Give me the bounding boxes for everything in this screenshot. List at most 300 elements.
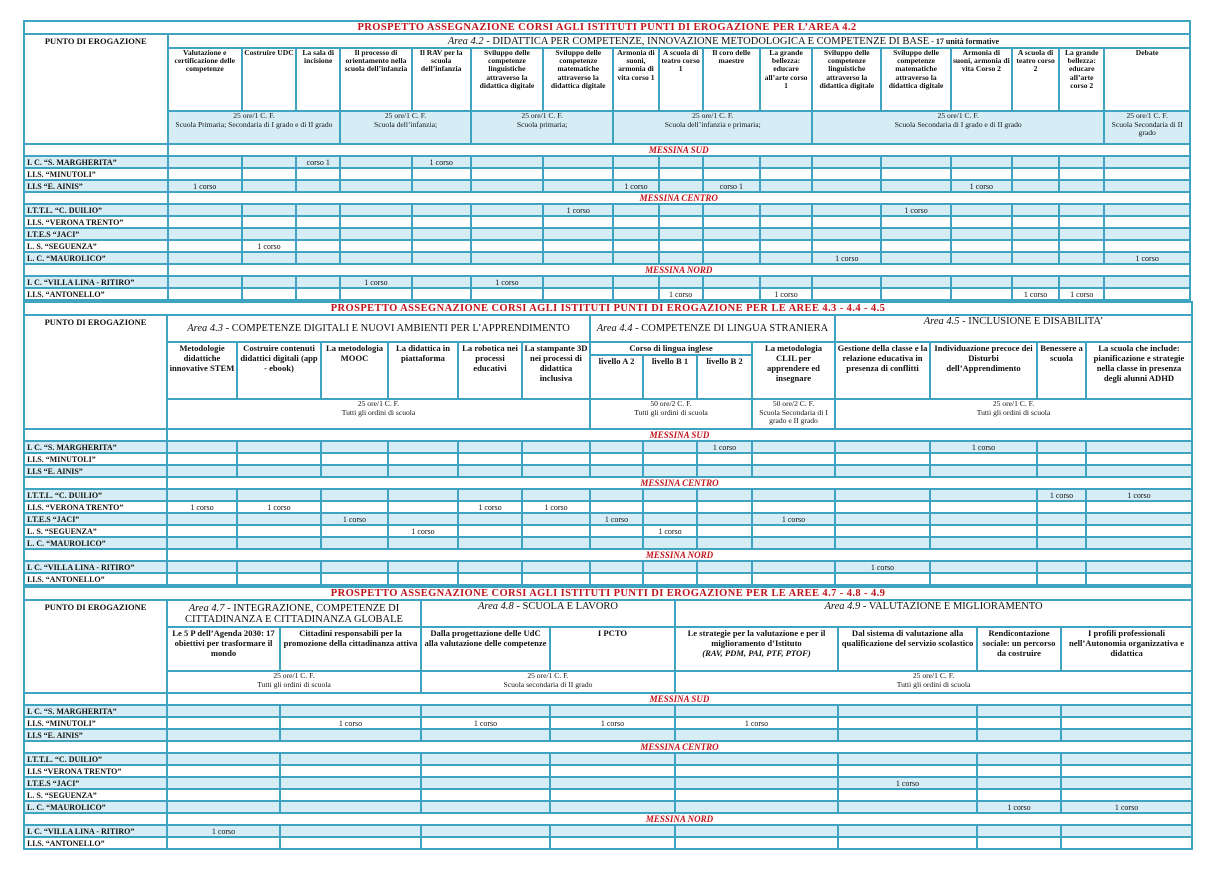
course-assignment-cell [760, 276, 812, 288]
course-assignment-cell [1012, 216, 1059, 228]
course-assignment-cell [1061, 837, 1192, 849]
course-assignment-cell [752, 525, 835, 537]
course-assignment-cell: 1 corso [1104, 252, 1190, 264]
table-row [24, 537, 1192, 549]
area-heading: Area 4.5 - INCLUSIONE E DISABILITA’ [835, 315, 1192, 342]
course-assignment-cell [1086, 465, 1192, 477]
course-assignment-cell [458, 441, 522, 453]
course-header: Costruire UDC [242, 48, 296, 111]
course-assignment-cell [951, 276, 1012, 288]
course-assignment-cell [613, 168, 658, 180]
course-assignment-cell [167, 561, 237, 573]
table-row [24, 765, 1192, 777]
course-assignment-cell [643, 489, 697, 501]
table-area-4-7-4-9 [23, 586, 1193, 850]
course-assignment-cell [167, 801, 280, 813]
course-assignment-cell [340, 204, 411, 216]
course-assignment-cell [1059, 156, 1104, 168]
table-row [24, 789, 1192, 801]
course-assignment-cell [590, 441, 643, 453]
hours-cell: 25 ore/1 C. F. Scuola dell’infanzia e primaria; [613, 111, 812, 144]
school-name: I. C. “VILLA LINA - RITIRO” [24, 825, 167, 837]
table-row [24, 489, 1192, 501]
course-assignment-cell [280, 765, 421, 777]
course-assignment-cell [812, 288, 881, 300]
zone-heading: MESSINA NORD [167, 813, 1192, 825]
course-assignment-cell [697, 453, 752, 465]
area-heading: Area 4.2 - DIDATTICA PER COMPETENZE, INNOVAZIONE METODOLOGICA E COMPETENZE DI BASE - 17 unità formative [168, 34, 1190, 48]
course-assignment-cell [421, 837, 550, 849]
course-assignment-cell [812, 216, 881, 228]
course-assignment-cell [1086, 513, 1192, 525]
school-name: L. C. “MAUROLICO” [24, 537, 167, 549]
course-assignment-cell [1037, 525, 1086, 537]
course-assignment-cell [697, 573, 752, 585]
zone-spacer [24, 429, 167, 441]
course-assignment-cell: 1 corso [543, 204, 613, 216]
course-assignment-cell [643, 537, 697, 549]
course-assignment-cell: 1 corso [1061, 801, 1192, 813]
school-name: L. S. “SEGUENZA” [24, 525, 167, 537]
course-assignment-cell [321, 525, 388, 537]
course-assignment-cell [752, 501, 835, 513]
zone-spacer [24, 549, 167, 561]
course-assignment-cell [590, 525, 643, 537]
course-assignment-cell [930, 537, 1037, 549]
course-header: Dalla progettazione delle UdC alla valutazione delle competenze [421, 627, 550, 671]
course-assignment-cell [458, 453, 522, 465]
course-assignment-cell [703, 204, 760, 216]
course-header: Sviluppo delle competenze matematiche attraverso la didattica digitale [543, 48, 613, 111]
zone-spacer [24, 477, 167, 489]
course-assignment-cell [881, 216, 950, 228]
school-name: L. C. “MAUROLICO” [24, 801, 167, 813]
course-assignment-cell [412, 252, 471, 264]
course-assignment-cell [421, 825, 550, 837]
zone-spacer [24, 264, 168, 276]
course-header: La robotica nei processi educativi [458, 342, 522, 399]
hours-cell: 25 ore/1 C. F. Tutti gli ordini di scuola [167, 399, 590, 429]
course-assignment-cell [167, 453, 237, 465]
course-assignment-cell [659, 276, 703, 288]
hours-cell: 25 ore/1 C. F. Scuola dell’infanzia; [340, 111, 471, 144]
course-assignment-cell [1061, 789, 1192, 801]
course-assignment-cell [1059, 228, 1104, 240]
course-assignment-cell [675, 777, 838, 789]
course-assignment-cell [167, 717, 280, 729]
table-row [24, 717, 1192, 729]
course-assignment-cell [421, 777, 550, 789]
course-header: Armonia di suoni, armonia di vita Corso 2 [951, 48, 1012, 111]
course-assignment-cell [613, 252, 658, 264]
course-assignment-cell [881, 288, 950, 300]
course-assignment-cell [1086, 561, 1192, 573]
zone-heading: MESSINA SUD [167, 429, 1192, 441]
course-assignment-cell [977, 765, 1061, 777]
course-header: livello B 1 [644, 356, 698, 398]
course-assignment-cell [167, 573, 237, 585]
school-name: I.I.S. “MINUTOLI” [24, 717, 167, 729]
course-assignment-cell [340, 180, 411, 192]
course-assignment-cell [1104, 156, 1190, 168]
course-assignment-cell [760, 180, 812, 192]
course-assignment-cell [1037, 537, 1086, 549]
course-assignment-cell: 1 corso [242, 240, 296, 252]
hours-cell: 50 ore/2 C. F. Scuola Secondaria di I grado e II grado [752, 399, 835, 429]
course-assignment-cell [543, 276, 613, 288]
table-row [24, 168, 1190, 180]
course-assignment-cell [590, 537, 643, 549]
course-assignment-cell [1104, 228, 1190, 240]
zone-heading: MESSINA SUD [168, 144, 1190, 156]
course-assignment-cell [590, 573, 643, 585]
course-assignment-cell [838, 837, 977, 849]
course-header: La grande bellezza: educare all’arte corso 2 [1059, 48, 1104, 111]
course-assignment-cell [760, 204, 812, 216]
course-header: Il RAV per la scuola dell’infanzia [412, 48, 471, 111]
course-assignment-cell [752, 537, 835, 549]
area-heading: Area 4.8 - SCUOLA E LAVORO [421, 600, 675, 627]
course-assignment-cell [835, 453, 930, 465]
course-assignment-cell: 1 corso [697, 441, 752, 453]
course-assignment-cell [1061, 717, 1192, 729]
course-assignment-cell [522, 573, 590, 585]
table-row [24, 825, 1192, 837]
table-row [24, 513, 1192, 525]
course-assignment-cell: 1 corso [412, 156, 471, 168]
course-assignment-cell: 1 corso [1086, 489, 1192, 501]
course-assignment-cell [1037, 573, 1086, 585]
course-assignment-cell [812, 180, 881, 192]
course-assignment-cell [1086, 537, 1192, 549]
school-name: I.I.S. “ANTONELLO” [24, 288, 168, 300]
course-assignment-cell [388, 573, 458, 585]
course-assignment-cell [242, 156, 296, 168]
table-row [24, 441, 1192, 453]
course-header: La metodologia MOOC [321, 342, 388, 399]
table-row [24, 777, 1192, 789]
table-row [24, 240, 1190, 252]
hours-cell: 25 ore/1 C. F. Tutti gli ordini di scuola [167, 671, 421, 693]
course-assignment-cell: 1 corso [421, 717, 550, 729]
course-assignment-cell [543, 156, 613, 168]
course-header: livello B 2 [706, 356, 743, 366]
course-assignment-cell [296, 288, 340, 300]
school-name: I. C. “S. MARGHERITA” [24, 156, 168, 168]
course-assignment-cell [951, 156, 1012, 168]
course-assignment-cell [471, 156, 543, 168]
course-header: I PCTO [550, 627, 675, 671]
course-assignment-cell: 1 corso [1059, 288, 1104, 300]
course-assignment-cell: 1 corso [522, 501, 590, 513]
course-assignment-cell [659, 168, 703, 180]
course-assignment-cell [1012, 204, 1059, 216]
course-assignment-cell [1059, 180, 1104, 192]
course-assignment-cell [321, 465, 388, 477]
course-header: Il processo di orientamento nella scuola dell’infanzia [340, 48, 411, 111]
course-assignment-cell [1059, 240, 1104, 252]
course-assignment-cell [881, 252, 950, 264]
course-assignment-cell [168, 276, 242, 288]
school-name: I. C. “S. MARGHERITA” [24, 441, 167, 453]
table-area-4-3-4-5 [23, 301, 1193, 586]
course-assignment-cell: 1 corso [835, 561, 930, 573]
course-assignment-cell: 1 corso [752, 513, 835, 525]
course-header: Le 5 P dell’Agenda 2030: 17 obiettivi per trasformare il mondo [167, 627, 280, 671]
course-assignment-sheet [23, 20, 1191, 850]
course-assignment-cell [543, 228, 613, 240]
course-assignment-cell [835, 525, 930, 537]
course-header: Cittadini responsabili per la promozione della cittadinanza attiva [280, 627, 421, 671]
course-assignment-cell [977, 705, 1061, 717]
course-assignment-cell [167, 441, 237, 453]
course-assignment-cell [388, 537, 458, 549]
course-header: Valutazione e certificazione delle competenze [168, 48, 242, 111]
school-name: I.I.S. “ANTONELLO” [24, 573, 167, 585]
course-assignment-cell [321, 453, 388, 465]
table-row [24, 501, 1192, 513]
course-assignment-cell [951, 240, 1012, 252]
course-assignment-cell [1061, 729, 1192, 741]
course-assignment-cell [280, 837, 421, 849]
course-assignment-cell [703, 276, 760, 288]
school-name: I.I.S “E. AINIS” [24, 465, 167, 477]
course-assignment-cell [760, 156, 812, 168]
course-assignment-cell [697, 561, 752, 573]
hours-cell: 25 ore/1 C. F. Scuola primaria; [471, 111, 614, 144]
course-assignment-cell [703, 228, 760, 240]
course-assignment-cell [167, 789, 280, 801]
course-assignment-cell [930, 501, 1037, 513]
course-assignment-cell [550, 705, 675, 717]
course-assignment-cell [321, 441, 388, 453]
course-assignment-cell [1104, 204, 1190, 216]
school-name: I.I.S “E. AINIS” [24, 729, 167, 741]
point-column-header: PUNTO DI EROGAZIONE [24, 600, 167, 693]
section-title: PROSPETTO ASSEGNAZIONE CORSI AGLI ISTITUTI PUNTI DI EROGAZIONE PER LE AREE 4.3 - 4.4 - 4.5 [24, 302, 1192, 315]
course-assignment-cell [458, 513, 522, 525]
course-assignment-cell [412, 180, 471, 192]
hours-cell: 25 ore/1 C. F. Tutti gli ordini di scuola [835, 399, 1192, 429]
course-assignment-cell [1061, 777, 1192, 789]
course-assignment-cell [835, 465, 930, 477]
course-assignment-cell [835, 501, 930, 513]
school-name: L. S. “SEGUENZA” [24, 789, 167, 801]
course-assignment-cell [703, 240, 760, 252]
course-assignment-cell [752, 561, 835, 573]
course-assignment-cell [412, 276, 471, 288]
course-assignment-cell: 1 corso [838, 777, 977, 789]
course-assignment-cell: 1 corso [458, 501, 522, 513]
course-assignment-cell [760, 252, 812, 264]
school-name: I. C. “S. MARGHERITA” [24, 705, 167, 717]
course-assignment-cell [977, 753, 1061, 765]
table-row [24, 288, 1190, 300]
course-assignment-cell [1012, 168, 1059, 180]
course-assignment-cell [613, 204, 658, 216]
course-assignment-cell [167, 489, 237, 501]
course-assignment-cell [421, 789, 550, 801]
hours-cell: 25 ore/1 C. F. Tutti gli ordini di scuola [675, 671, 1192, 693]
course-assignment-cell [881, 240, 950, 252]
zone-spacer [24, 693, 167, 705]
school-name: I.T.T.L. “C. DUILIO” [24, 753, 167, 765]
zone-spacer [24, 192, 168, 204]
hours-cell: 25 ore/1 C. F. Scuola Primaria; Secondaria di I grado e di II grado [168, 111, 341, 144]
course-assignment-cell [388, 453, 458, 465]
course-assignment-cell [340, 240, 411, 252]
course-assignment-cell [659, 228, 703, 240]
course-assignment-cell [812, 156, 881, 168]
course-assignment-cell [167, 753, 280, 765]
course-assignment-cell: 1 corso [812, 252, 881, 264]
zone-heading: MESSINA SUD [167, 693, 1192, 705]
course-assignment-cell [659, 216, 703, 228]
course-assignment-cell [659, 204, 703, 216]
course-assignment-cell [752, 441, 835, 453]
course-header: Debate [1104, 48, 1190, 111]
course-assignment-cell [321, 573, 388, 585]
course-assignment-cell [237, 465, 321, 477]
course-assignment-cell [643, 501, 697, 513]
course-assignment-cell [471, 288, 543, 300]
course-assignment-cell [340, 252, 411, 264]
course-assignment-cell [838, 717, 977, 729]
course-assignment-cell [951, 216, 1012, 228]
table-row [24, 705, 1192, 717]
zone-heading: MESSINA CENTRO [168, 192, 1190, 204]
course-assignment-cell [643, 561, 697, 573]
course-assignment-cell [590, 501, 643, 513]
zone-heading: MESSINA NORD [168, 264, 1190, 276]
course-assignment-cell [296, 216, 340, 228]
course-assignment-cell [977, 789, 1061, 801]
course-assignment-cell [296, 276, 340, 288]
course-assignment-cell [471, 216, 543, 228]
course-assignment-cell [835, 573, 930, 585]
table-row [24, 753, 1192, 765]
course-assignment-cell [421, 801, 550, 813]
course-assignment-cell [930, 465, 1037, 477]
course-assignment-cell [242, 204, 296, 216]
school-name: L. S. “SEGUENZA” [24, 240, 168, 252]
course-assignment-cell [812, 204, 881, 216]
course-assignment-cell [835, 537, 930, 549]
school-name: I.I.S “VERONA TRENTO” [24, 765, 167, 777]
course-assignment-cell [643, 513, 697, 525]
course-header: Rendicontazione sociale: un percorso da costruire [977, 627, 1061, 671]
course-assignment-cell [388, 489, 458, 501]
course-header: Individuazione precoce dei Disturbi dell’Apprendimento [930, 342, 1037, 399]
course-header: Gestione della classe e la relazione educativa in presenza di conflitti [835, 342, 930, 399]
course-assignment-cell [1059, 168, 1104, 180]
course-assignment-cell [675, 789, 838, 801]
zone-heading: MESSINA CENTRO [167, 741, 1192, 753]
course-assignment-cell [412, 288, 471, 300]
course-assignment-cell [471, 228, 543, 240]
course-assignment-cell: 1 corso [471, 276, 543, 288]
course-assignment-cell [703, 252, 760, 264]
course-assignment-cell: 1 corso [659, 288, 703, 300]
course-assignment-cell [703, 156, 760, 168]
course-assignment-cell [167, 525, 237, 537]
course-assignment-cell [237, 441, 321, 453]
course-assignment-cell [659, 180, 703, 192]
course-assignment-cell [675, 705, 838, 717]
point-column-header: PUNTO DI EROGAZIONE [24, 315, 167, 429]
course-assignment-cell [168, 168, 242, 180]
table-row [24, 525, 1192, 537]
course-assignment-cell [835, 441, 930, 453]
course-assignment-cell [522, 489, 590, 501]
course-assignment-cell [167, 777, 280, 789]
course-assignment-cell [1061, 765, 1192, 777]
course-assignment-cell: 1 corso [167, 501, 237, 513]
course-assignment-cell [471, 168, 543, 180]
course-assignment-cell [167, 729, 280, 741]
point-column-header: PUNTO DI EROGAZIONE [24, 34, 168, 144]
course-assignment-cell [838, 789, 977, 801]
course-assignment-cell [237, 453, 321, 465]
course-assignment-cell [168, 240, 242, 252]
course-assignment-cell [543, 252, 613, 264]
course-assignment-cell [1012, 240, 1059, 252]
course-assignment-cell: 1 corso [237, 501, 321, 513]
course-assignment-cell [675, 729, 838, 741]
course-assignment-cell [697, 465, 752, 477]
course-assignment-cell [421, 753, 550, 765]
course-assignment-cell [1104, 288, 1190, 300]
course-assignment-cell [296, 204, 340, 216]
course-assignment-cell [613, 216, 658, 228]
course-assignment-cell [703, 216, 760, 228]
course-assignment-cell [167, 837, 280, 849]
course-header: livello A 2 [591, 356, 644, 398]
course-assignment-cell [1037, 501, 1086, 513]
course-assignment-cell [471, 252, 543, 264]
table-area-4-2 [23, 20, 1191, 301]
table-row [24, 729, 1192, 741]
course-header: La scuola che include: pianificazione e strategie nella classe in presenza degli alunni ADHD [1086, 342, 1192, 399]
course-assignment-cell [703, 168, 760, 180]
course-assignment-cell [951, 204, 1012, 216]
course-assignment-cell [930, 489, 1037, 501]
course-assignment-cell [296, 168, 340, 180]
course-assignment-cell [543, 288, 613, 300]
course-assignment-cell [659, 252, 703, 264]
course-assignment-cell: 1 corso [550, 717, 675, 729]
course-assignment-cell [168, 288, 242, 300]
course-assignment-cell [237, 489, 321, 501]
course-assignment-cell [321, 489, 388, 501]
course-assignment-cell [543, 216, 613, 228]
course-assignment-cell [550, 777, 675, 789]
course-assignment-cell [881, 180, 950, 192]
course-assignment-cell [675, 765, 838, 777]
course-assignment-cell [838, 825, 977, 837]
course-assignment-cell [1104, 240, 1190, 252]
table-row [24, 252, 1190, 264]
course-assignment-cell [977, 777, 1061, 789]
table-row [24, 837, 1192, 849]
table-row [24, 465, 1192, 477]
course-assignment-cell [458, 537, 522, 549]
course-header: Armonia di suoni, armonia di vita corso 1 [613, 48, 658, 111]
course-assignment-cell [659, 156, 703, 168]
course-assignment-cell [1086, 441, 1192, 453]
course-assignment-cell [590, 561, 643, 573]
course-assignment-cell [1012, 276, 1059, 288]
